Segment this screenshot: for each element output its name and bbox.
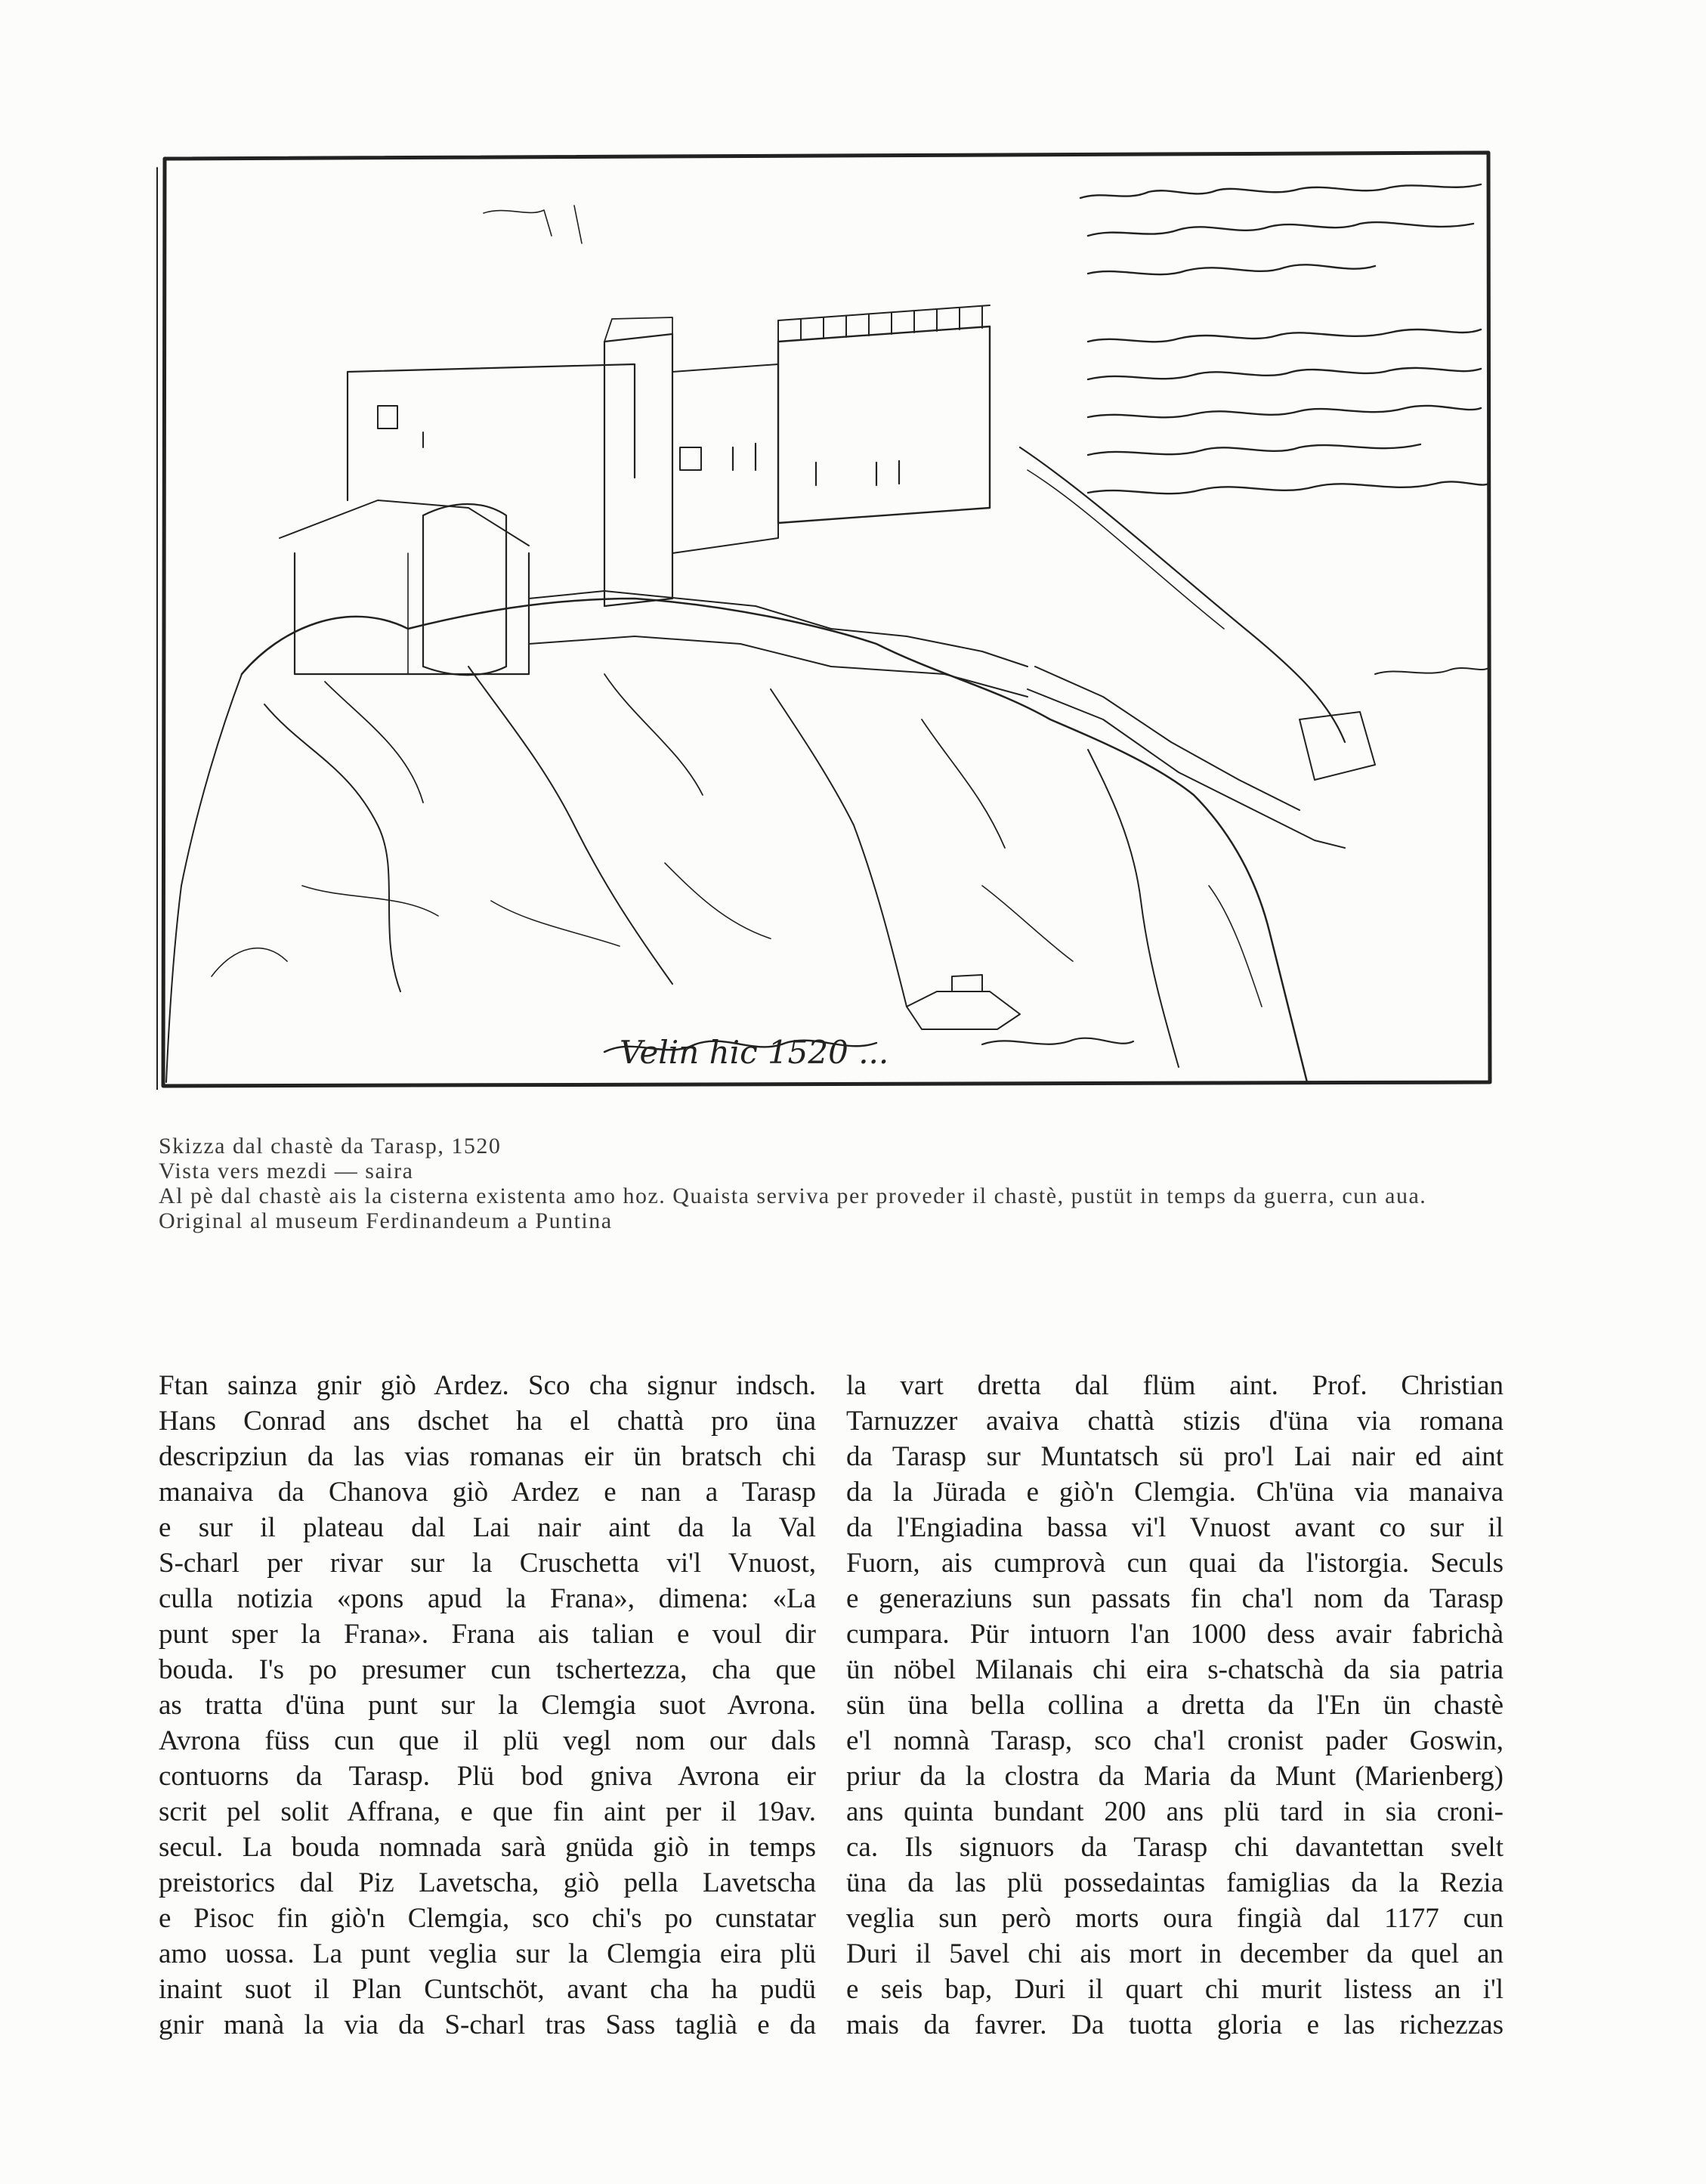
text-line: Tarnuzzer avaiva chattà stizis d'üna via romana	[846, 1406, 1504, 1437]
text-line: cumpara. Pür intuorn l'an 1000 dess avair fabrichà	[846, 1619, 1504, 1650]
text-line: bouda. I's po presumer cun tschertezza, cha que	[159, 1654, 816, 1685]
text-line: da la Jürada e giò'n Clemgia. Ch'üna via manaiva	[846, 1477, 1504, 1508]
caption-line: Vista vers mezdi — saira	[159, 1159, 414, 1183]
text-line: üna da las plü possedaintas famiglias da la Rezia	[846, 1867, 1504, 1898]
text-line: e generaziuns sun passats fin cha'l nom da Tarasp	[846, 1583, 1504, 1614]
text-line: e sur il plateau dal Lai nair aint da la Val	[159, 1512, 816, 1543]
text-line: Duri il 5avel chi ais mort in december da quel an	[846, 1938, 1504, 1969]
text-line: Avrona füss cun que il plü vegl nom our dals	[159, 1725, 816, 1756]
text-line: S-charl per rivar sur la Cruschetta vi'l Vnuost,	[159, 1548, 816, 1579]
text-line: descripziun da las vias romanas eir ün bratsch chi	[159, 1441, 816, 1472]
text-line: da Tarasp sur Muntatsch sü pro'l Lai nair ed aint	[846, 1441, 1504, 1472]
text-line: Fuorn, ais cumprovà cun quai da l'istorgia. Seculs	[846, 1548, 1504, 1579]
sketch-signature: Velin hic 1520 ...	[620, 1034, 889, 1071]
text-line: e seis bap, Duri il quart chi murit listess an i'l	[846, 1974, 1504, 2005]
castle-sketch-drawing	[151, 145, 1496, 1090]
text-line: mais da favrer. Da tuotta gloria e las richezzas	[846, 2009, 1504, 2040]
figure-caption	[159, 1134, 1473, 1233]
text-line: Hans Conrad ans dschet ha el chattà pro üna	[159, 1406, 816, 1437]
text-line: ca. Ils signuors da Tarasp chi davantettan svelt	[846, 1832, 1504, 1863]
text-line: ün nöbel Milanais chi eira s-chatschà da sia patria	[846, 1654, 1504, 1685]
body-column-right	[846, 1368, 1504, 2043]
caption-line: Original al museum Ferdinandeum a Puntina	[159, 1208, 613, 1233]
text-line: contuorns da Tarasp. Plü bod gniva Avrona eir	[159, 1761, 816, 1792]
text-line: e'l nomnà Tarasp, sco cha'l cronist pader Goswin,	[846, 1725, 1504, 1756]
text-line: punt sper la Frana». Frana ais talian e voul dir	[159, 1619, 816, 1650]
text-line: secul. La bouda nomnada sarà gnüda giò in temps	[159, 1832, 816, 1863]
text-line: preistorics dal Piz Lavetscha, giò pella Lavetscha	[159, 1867, 816, 1898]
text-line: veglia sun però morts oura fingià dal 1177 cun	[846, 1903, 1504, 1934]
text-line: sün üna bella collina a dretta da l'En ün chastè	[846, 1690, 1504, 1721]
text-line: manaiva da Chanova giò Ardez e nan a Tarasp	[159, 1477, 816, 1508]
text-line: scrit pel solit Affrana, e que fin aint per il 19av.	[159, 1796, 816, 1827]
text-line: inaint suot il Plan Cuntschöt, avant cha ha pudü	[159, 1974, 816, 2005]
text-line: ans quinta bundant 200 ans plü tard in sia croni-	[846, 1796, 1504, 1827]
text-line: priur da la clostra da Maria da Munt (Marienberg)	[846, 1761, 1504, 1792]
text-line: Ftan sainza gnir giò Ardez. Sco cha signur indsch.	[159, 1370, 816, 1401]
text-line: la vart dretta dal flüm aint. Prof. Christian	[846, 1370, 1504, 1401]
text-line: da l'Engiadina bassa vi'l Vnuost avant co sur il	[846, 1512, 1504, 1543]
sketch-frame	[163, 153, 1490, 1086]
text-line: culla notizia «pons apud la Frana», dimena: «La	[159, 1583, 816, 1614]
castle-sketch-figure	[151, 145, 1496, 1090]
body-column-left	[159, 1368, 816, 2043]
text-line: amo uossa. La punt veglia sur la Clemgia eira plü	[159, 1938, 816, 1969]
text-line: e Pisoc fin giò'n Clemgia, sco chi's po cunstatar	[159, 1903, 816, 1934]
caption-line: Skizza dal chastè da Tarasp, 1520	[159, 1134, 502, 1159]
text-line: gnir manà la via da S-charl tras Sass taglià e da	[159, 2009, 816, 2040]
text-line: as tratta d'üna punt sur la Clemgia suot Avrona.	[159, 1690, 816, 1721]
caption-line: Al pè dal chastè ais la cisterna existenta amo hoz. Quaista serviva per proveder il chastè, pustüt in temps da guerra, cun aua.	[159, 1183, 1427, 1208]
